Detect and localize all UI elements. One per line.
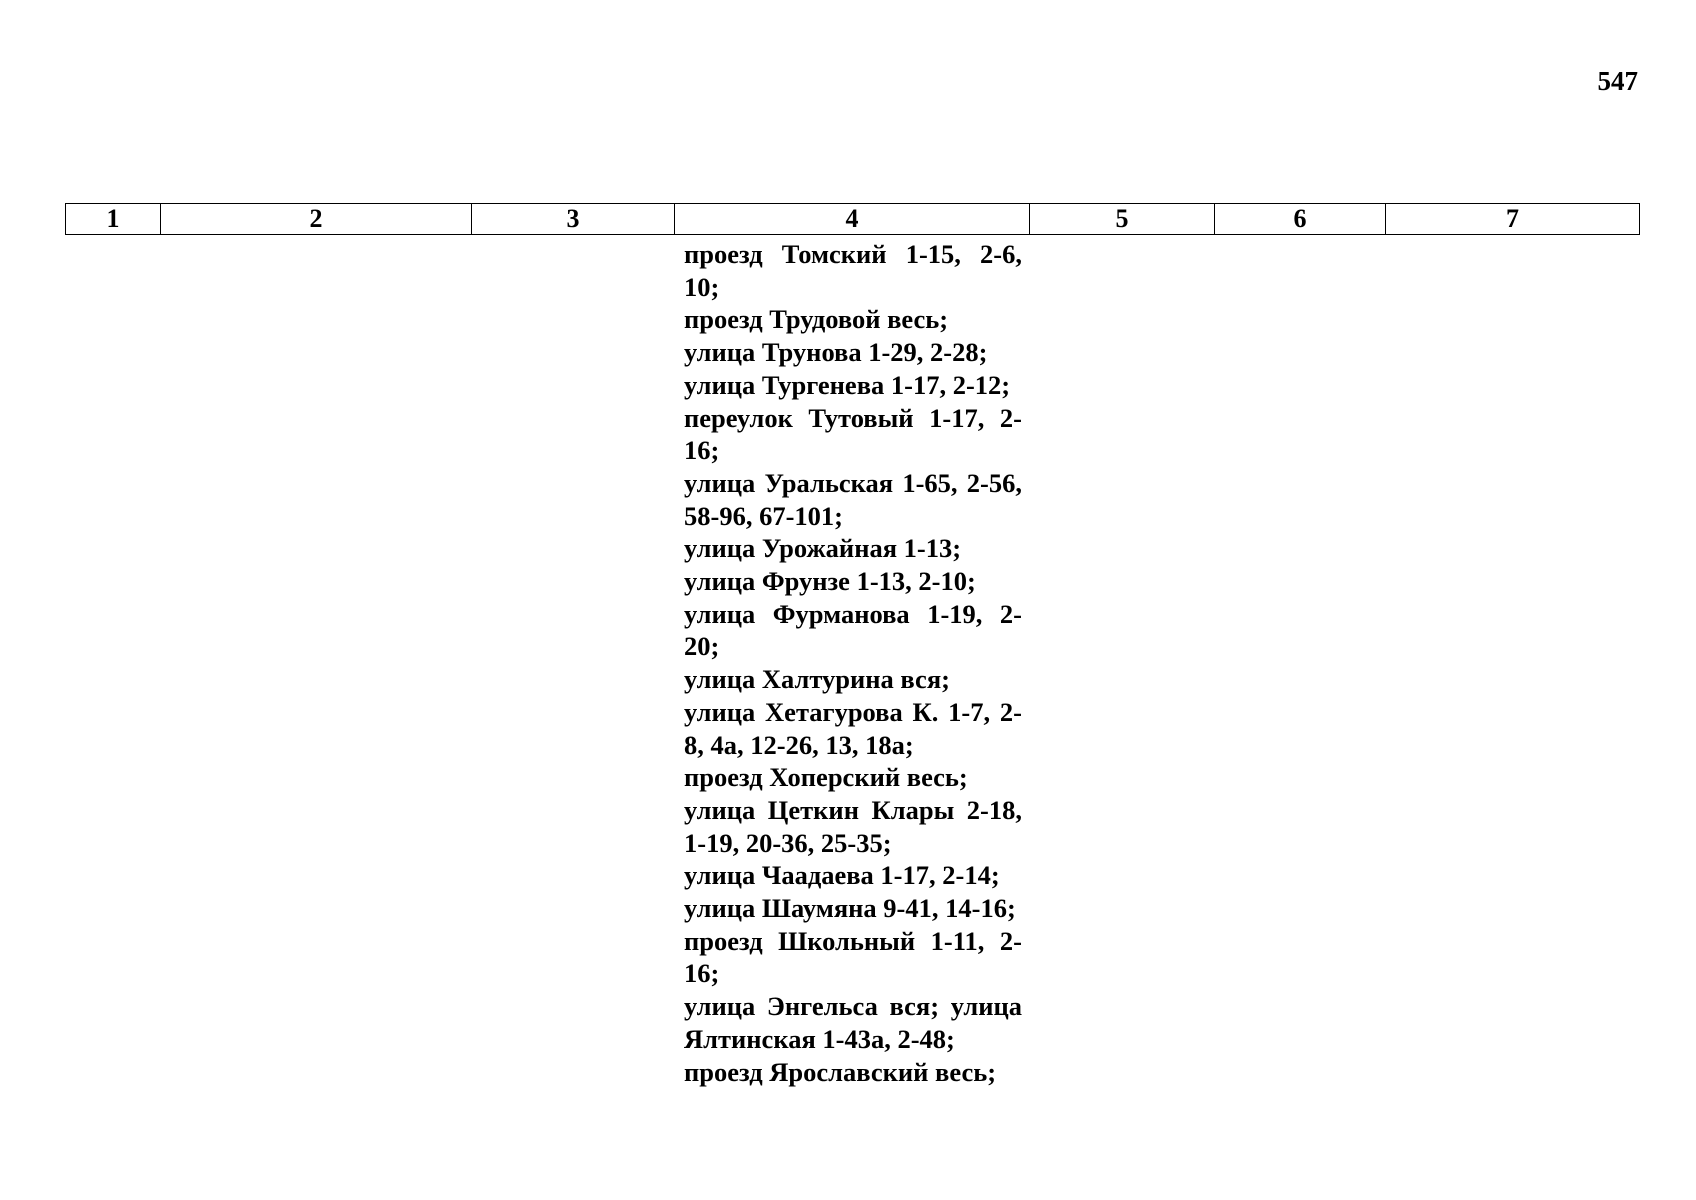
address-entry: улица Трунова 1-29, 2-28; — [684, 337, 988, 368]
address-entry: улица Урожайная 1-13; — [684, 533, 962, 564]
page-number: 547 — [1597, 66, 1638, 96]
address-entry: проезд Ярославский весь; — [684, 1056, 997, 1087]
address-entry: улица Чаадаева 1-17, 2-14; — [684, 860, 1000, 891]
column-header-5: 5 — [1030, 204, 1215, 235]
address-entry: улица Шаумяна 9-41, 14-16; — [684, 893, 1016, 924]
address-entry: переулок Тутовый 1-17, 2-16; — [684, 402, 1022, 466]
address-entry: улица Тургенева 1-17, 2-12; — [684, 369, 1011, 400]
address-entry: улица Фрунзе 1-13, 2-10; — [684, 566, 976, 597]
address-entry: улица Фурманова 1-19, 2-20; — [684, 598, 1022, 662]
column-header-4: 4 — [675, 204, 1030, 235]
column-header-1: 1 — [66, 204, 161, 235]
table-header — [65, 203, 1640, 235]
column-header-2: 2 — [161, 204, 472, 235]
column-header-3: 3 — [472, 204, 675, 235]
address-entry: улица Цеткин Клары 2-18, 1-19, 20-36, 25-35; — [684, 794, 1022, 858]
address-entry: улица Халтурина вся; — [684, 664, 950, 695]
address-entry: проезд Хоперский весь; — [684, 762, 968, 793]
column-header-7: 7 — [1386, 204, 1640, 235]
header-row — [66, 204, 1640, 235]
address-list — [684, 238, 1022, 1088]
address-entry: улица Хетагурова К. 1-7, 2-8, 4а, 12-26, 13, 18а; — [684, 696, 1022, 760]
column-header-6: 6 — [1215, 204, 1386, 235]
address-entry: проезд Школьный 1-11, 2-16; — [684, 925, 1022, 989]
address-entry: проезд Трудовой весь; — [684, 304, 949, 335]
address-entry: улица Уральская 1-65, 2-56, 58-96, 67-101; — [684, 467, 1022, 531]
address-entry: улица Энгельса вся; улица Ялтинская 1-43а, 2-48; — [684, 991, 1022, 1054]
address-entry: проезд Томский 1-15, 2-6, 10; — [684, 239, 1022, 302]
